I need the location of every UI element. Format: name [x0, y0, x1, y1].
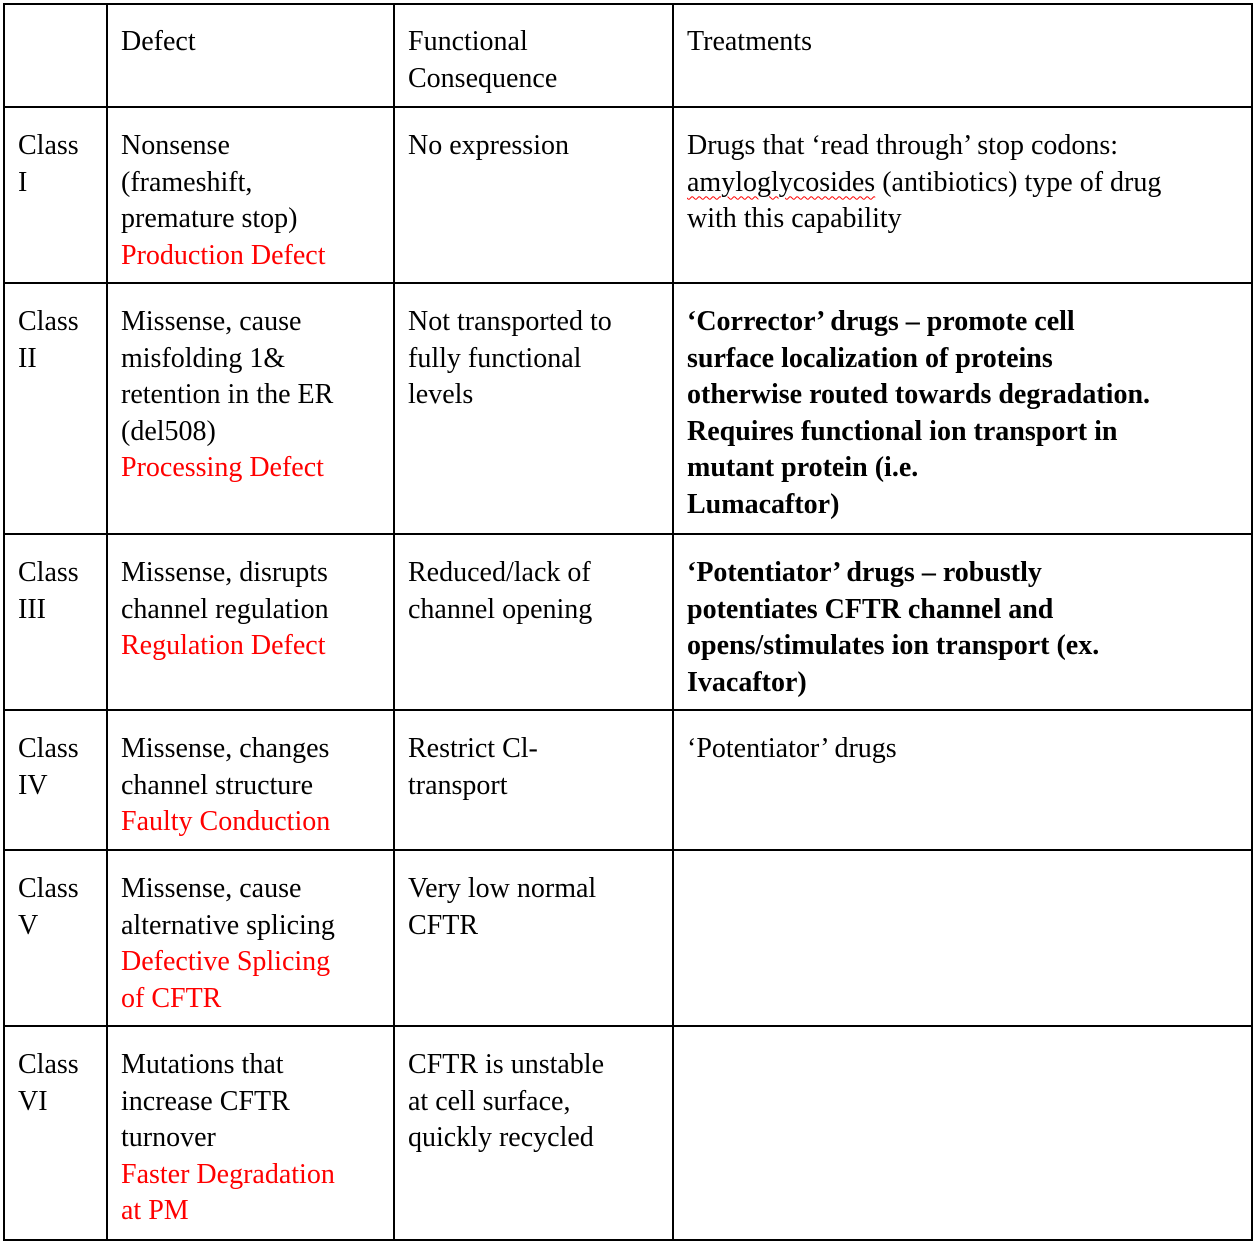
consequence-line: Very low normal	[408, 873, 597, 904]
treatment-cell	[673, 534, 1252, 710]
defect-line: Missense, cause	[121, 873, 302, 904]
class-numeral: II	[18, 342, 37, 374]
treatment-cell	[673, 710, 1252, 850]
class-label: Class	[18, 306, 79, 337]
consequence-cell	[394, 283, 673, 534]
treatment-line: Requires functional ion transport in	[687, 415, 1118, 447]
consequence-line: Not transported to	[408, 306, 612, 337]
consequence-line: No expression	[408, 130, 569, 161]
header-defect-cell	[107, 4, 394, 107]
defect-cell	[107, 710, 394, 850]
treatment-line: ‘Potentiator’ drugs	[687, 733, 897, 764]
defect-cell	[107, 283, 394, 534]
class-numeral: VI	[18, 1085, 48, 1117]
treatment-cell	[673, 283, 1252, 534]
class-numeral: I	[18, 166, 28, 198]
defect-line: (del508)	[121, 415, 216, 447]
defect-line: retention in the ER	[121, 379, 334, 411]
class-cell	[4, 534, 107, 710]
treatment-line: ‘Corrector’ drugs – promote cell	[687, 306, 1075, 337]
header-consequence-line: Functional	[408, 26, 528, 57]
class-cell	[4, 107, 107, 283]
defect-type: Processing Defect	[121, 452, 324, 484]
treatment-line: otherwise routed towards degradation.	[687, 379, 1151, 411]
consequence-line: at cell surface,	[408, 1085, 571, 1117]
class-label: Class	[18, 130, 79, 161]
treatment-line: potentiates CFTR channel and	[687, 593, 1054, 625]
treatment-cell	[673, 107, 1252, 283]
defect-line: channel structure	[121, 769, 314, 801]
treatment-line: with this capability	[687, 203, 902, 235]
cftr-mutation-classes-table	[3, 3, 1253, 1241]
header-row	[4, 4, 1252, 107]
defect-line: turnover	[121, 1122, 216, 1154]
consequence-line: Reduced/lack of	[408, 557, 591, 588]
consequence-line: quickly recycled	[408, 1122, 594, 1154]
table-row	[4, 710, 1252, 850]
defect-line: (frameshift,	[121, 166, 253, 198]
consequence-cell	[394, 534, 673, 710]
defect-line: Nonsense	[121, 130, 230, 161]
defect-cell	[107, 1026, 394, 1240]
defect-type: of CFTR	[121, 982, 222, 1014]
treatment-line: Drugs that ‘read through’ stop codons:	[687, 130, 1119, 161]
table-row	[4, 283, 1252, 534]
treatment-line: opens/stimulates ion transport (ex.	[687, 630, 1100, 662]
defect-cell	[107, 107, 394, 283]
class-cell	[4, 1026, 107, 1240]
table-row	[4, 1026, 1252, 1240]
consequence-line: fully functional	[408, 342, 582, 374]
header-defect: Defect	[121, 26, 196, 57]
defect-type: Regulation Defect	[121, 630, 326, 662]
defect-line: Missense, cause	[121, 306, 302, 337]
defect-line: increase CFTR	[121, 1085, 290, 1117]
class-label: Class	[18, 557, 79, 588]
defect-line: channel regulation	[121, 593, 329, 625]
defect-type: Production Defect	[121, 239, 326, 271]
treatment-cell	[673, 850, 1252, 1026]
defect-type: Faster Degradation	[121, 1158, 335, 1190]
consequence-line: channel opening	[408, 593, 593, 625]
treatment-line: Ivacaftor)	[687, 666, 807, 698]
defect-line: Mutations that	[121, 1049, 284, 1080]
defect-type: at PM	[121, 1195, 189, 1227]
class-cell	[4, 710, 107, 850]
consequence-line: Restrict Cl-	[408, 733, 538, 764]
defect-line: premature stop)	[121, 203, 298, 235]
table-row	[4, 850, 1252, 1026]
header-consequence-line: Consequence	[408, 62, 558, 94]
class-label: Class	[18, 873, 79, 904]
spellcheck-flagged-word[interactable]: amyloglycosides	[687, 166, 876, 198]
defect-line: alternative splicing	[121, 909, 335, 941]
defect-type: Faulty Conduction	[121, 806, 331, 838]
class-numeral: V	[18, 909, 39, 941]
defect-line: misfolding 1&	[121, 342, 286, 374]
defect-line: Missense, disrupts	[121, 557, 328, 588]
class-cell	[4, 283, 107, 534]
header-treatments-cell	[673, 4, 1252, 107]
class-numeral: IV	[18, 769, 48, 801]
class-label: Class	[18, 733, 79, 764]
table-row	[4, 107, 1252, 283]
table-row	[4, 534, 1252, 710]
treatment-line	[687, 165, 1239, 202]
consequence-line: levels	[408, 379, 474, 411]
defect-cell	[107, 850, 394, 1026]
class-label: Class	[18, 1049, 79, 1080]
consequence-line: CFTR is unstable	[408, 1049, 605, 1080]
header-treatments: Treatments	[687, 26, 812, 57]
treatment-cell	[673, 1026, 1252, 1240]
consequence-cell	[394, 107, 673, 283]
class-cell	[4, 850, 107, 1026]
treatment-line: ‘Potentiator’ drugs – robustly	[687, 557, 1042, 588]
treatment-line: mutant protein (i.e.	[687, 452, 919, 484]
defect-line: Missense, changes	[121, 733, 330, 764]
consequence-cell	[394, 850, 673, 1026]
defect-type: Defective Splicing	[121, 946, 331, 978]
consequence-cell	[394, 1026, 673, 1240]
consequence-line: CFTR	[408, 909, 479, 941]
header-consequence-cell	[394, 4, 673, 107]
consequence-line: transport	[408, 769, 508, 801]
header-class-cell	[4, 4, 107, 107]
consequence-cell	[394, 710, 673, 850]
treatment-line-rest: (antibiotics) type of drug	[875, 166, 1162, 198]
treatment-line: surface localization of proteins	[687, 342, 1053, 374]
class-numeral: III	[18, 593, 46, 625]
treatment-line: Lumacaftor)	[687, 488, 840, 520]
defect-cell	[107, 534, 394, 710]
